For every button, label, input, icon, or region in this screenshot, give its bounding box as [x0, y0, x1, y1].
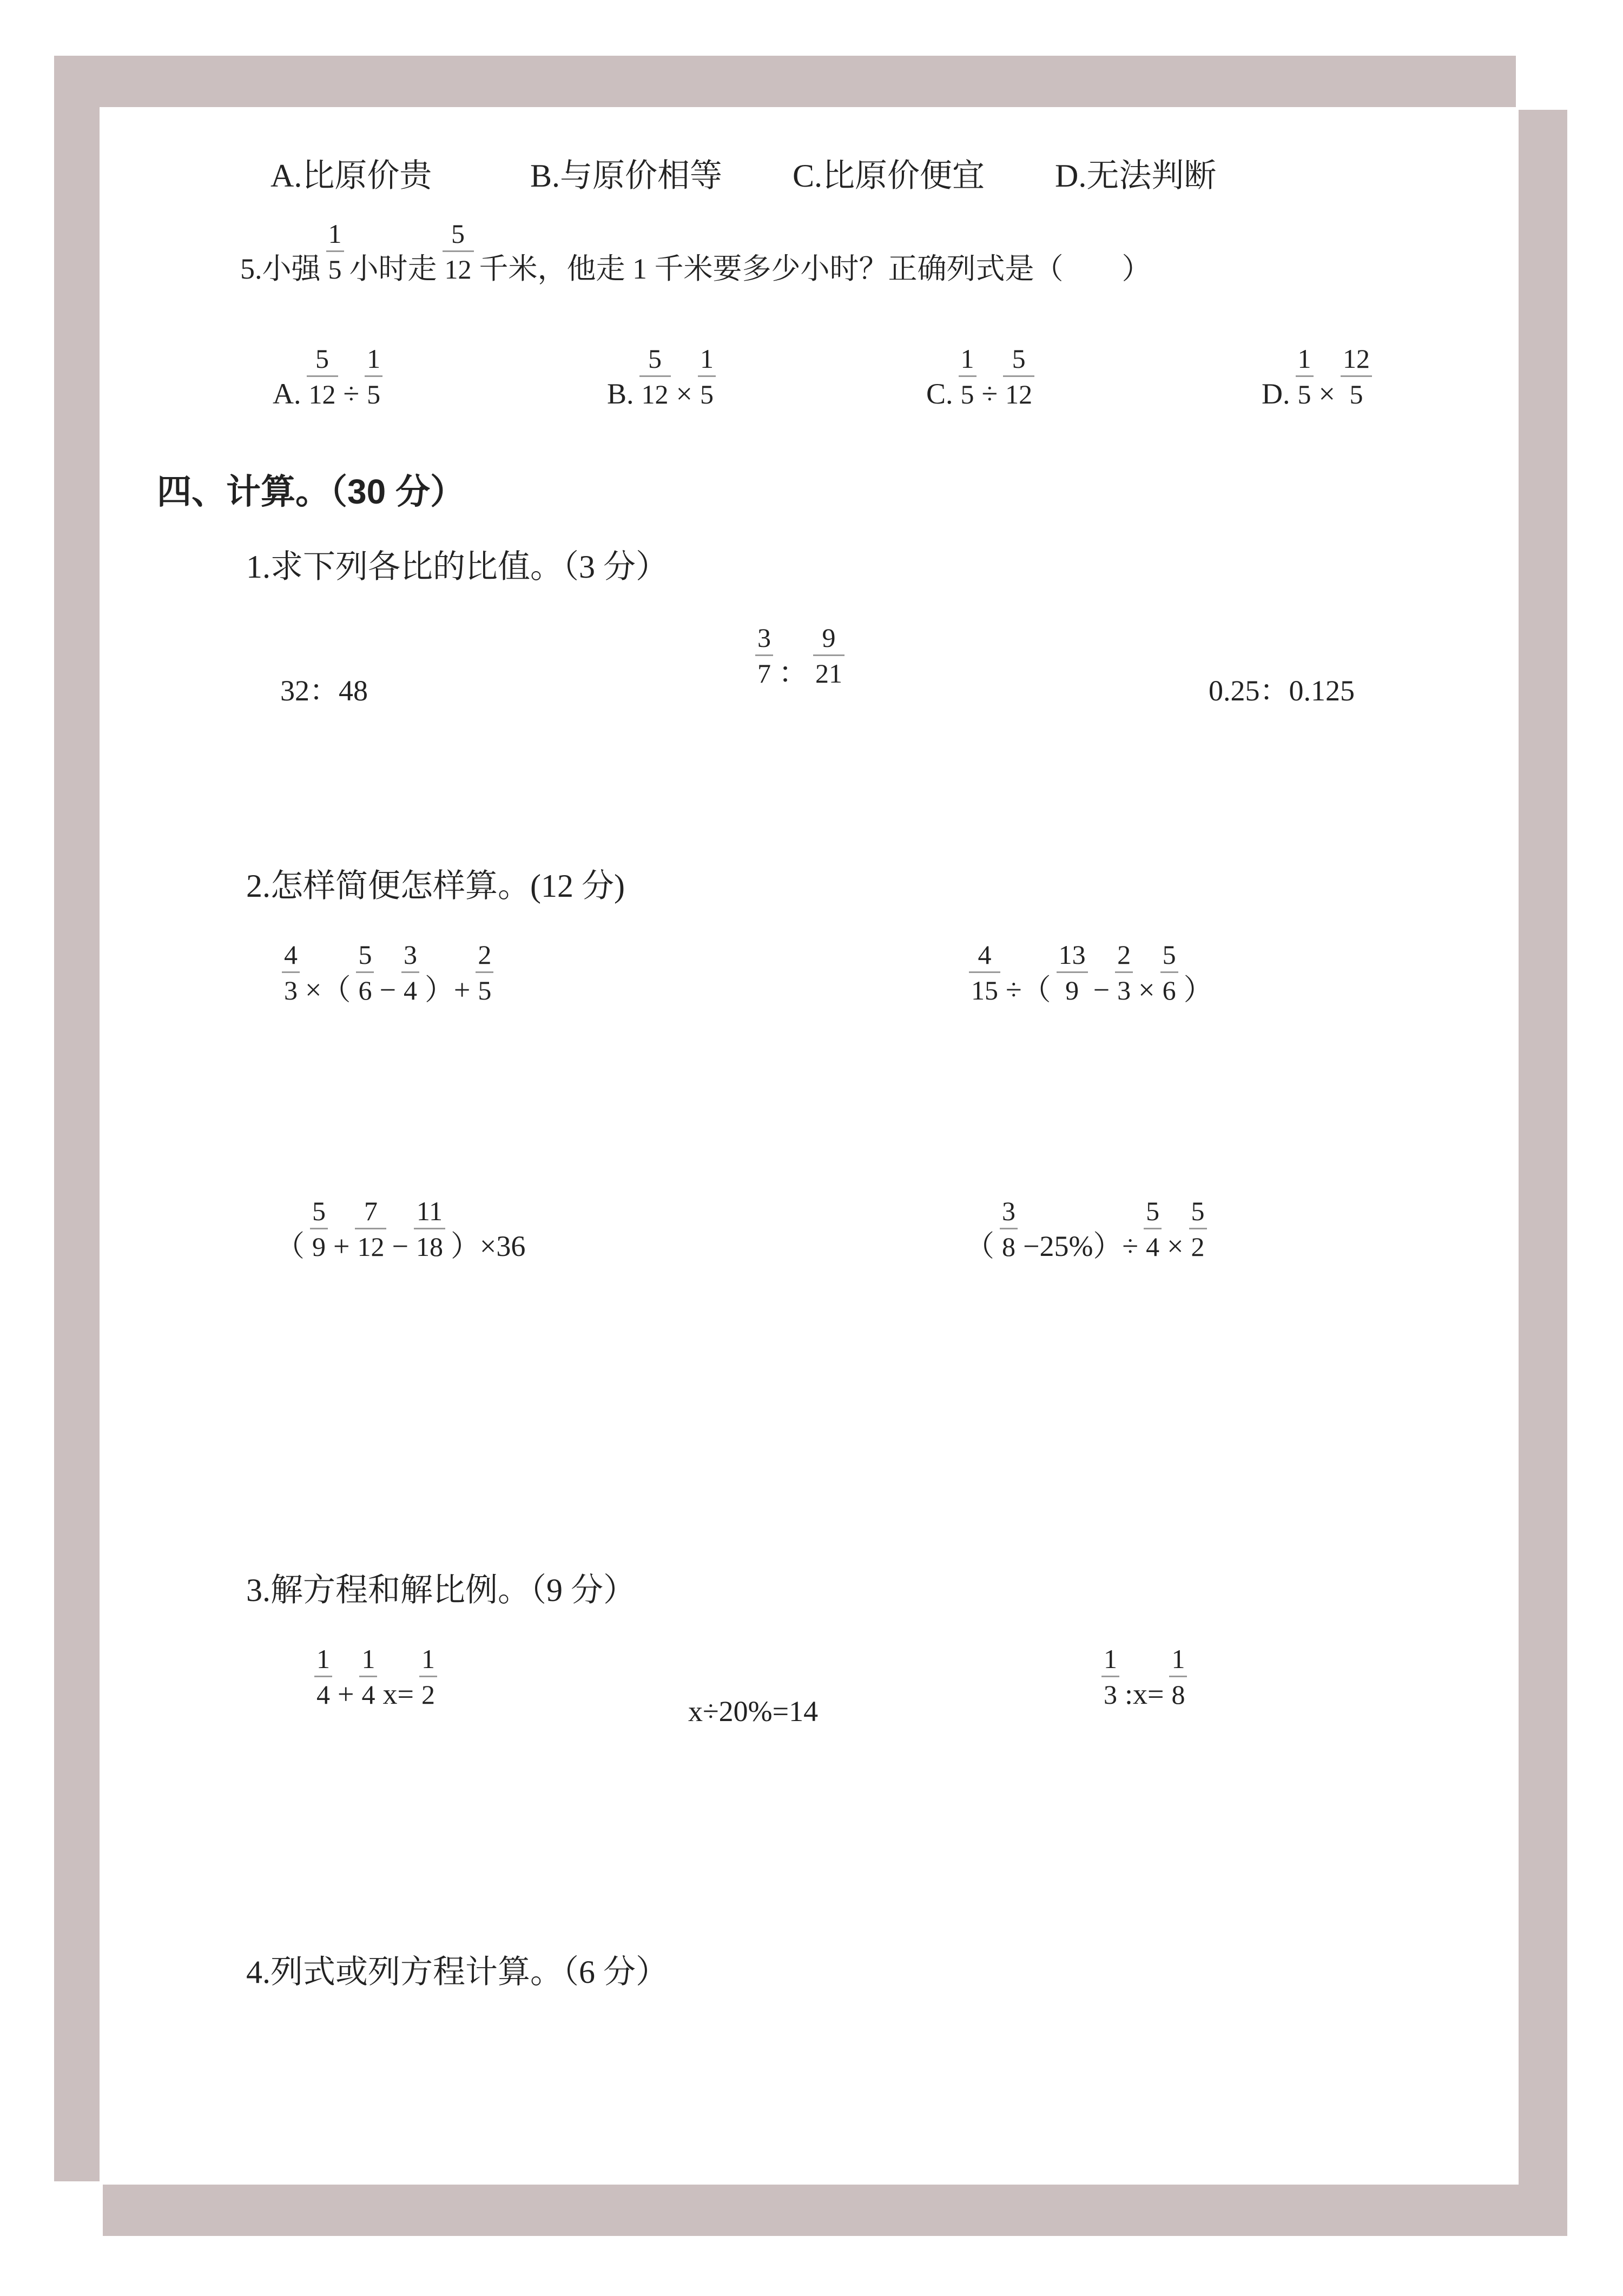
expr-text: ×	[1318, 378, 1335, 410]
fraction	[326, 219, 344, 284]
fraction-bar	[969, 971, 1000, 973]
fraction-numerator: 1	[960, 343, 974, 374]
fraction-bar	[359, 1676, 377, 1677]
fraction-denominator: 12	[357, 1232, 385, 1262]
expr-text: ）	[1183, 974, 1213, 1006]
q4-option-a: A.比原价贵	[270, 158, 432, 194]
expr-text: ×	[1167, 1230, 1184, 1262]
expr-text: −	[392, 1230, 408, 1262]
fraction	[1003, 344, 1034, 409]
fraction-denominator: 3	[1117, 975, 1131, 1005]
q5-option-b	[605, 344, 719, 412]
fraction-bar	[1000, 1228, 1018, 1229]
fraction-numerator: 5	[312, 1196, 326, 1226]
fraction-denominator: 3	[1104, 1679, 1117, 1710]
fraction-numerator: 11	[416, 1196, 443, 1226]
q5-option-c	[924, 344, 1038, 412]
expr-text: +	[338, 1678, 354, 1710]
expr-text: （	[275, 1230, 305, 1262]
fraction-numerator: 5	[1162, 939, 1176, 970]
expr-text: （	[965, 1230, 994, 1262]
fraction	[359, 1644, 377, 1709]
fraction-denominator: 12	[1005, 379, 1033, 409]
fraction-bar	[1341, 375, 1372, 377]
fraction-numerator: 3	[1002, 1196, 1015, 1226]
fraction	[401, 940, 419, 1005]
ratio-item-1	[278, 672, 370, 709]
fraction-bar	[355, 1228, 386, 1229]
expr-text: 小时走	[349, 253, 437, 285]
q5-stem	[238, 219, 1153, 287]
fraction	[755, 623, 773, 688]
fraction-numerator: 1	[328, 219, 342, 249]
fraction	[959, 344, 977, 409]
expr-text: +	[333, 1230, 350, 1262]
fraction-bar	[959, 375, 977, 377]
fraction-numerator: 1	[367, 343, 381, 374]
fraction-numerator: 1	[700, 343, 714, 374]
fraction-numerator: 12	[1342, 343, 1370, 374]
fraction	[1189, 1196, 1207, 1261]
fraction-bar	[698, 375, 716, 377]
fraction-bar	[639, 375, 671, 377]
q4-option-b: B.与原价相等	[530, 158, 723, 194]
fraction-bar	[755, 654, 773, 656]
fraction	[639, 344, 671, 409]
fraction-denominator: 2	[1191, 1232, 1205, 1262]
calc-item-4	[963, 1196, 1210, 1264]
expr-text: ×	[676, 378, 692, 410]
fraction-denominator: 5	[1349, 379, 1363, 409]
expr-text: ）×36	[450, 1230, 526, 1262]
expr-text: C.	[926, 378, 953, 410]
fraction-bar	[401, 971, 419, 973]
fraction	[443, 219, 474, 284]
fraction	[1000, 1196, 1018, 1261]
fraction-numerator: 5	[315, 343, 329, 374]
calc-item-3	[273, 1196, 527, 1264]
fraction	[282, 940, 300, 1005]
fraction	[969, 940, 1000, 1005]
fraction-bar	[1296, 375, 1314, 377]
equation-item-2	[686, 1692, 820, 1729]
fraction	[1101, 1644, 1119, 1709]
fraction-denominator: 9	[1065, 975, 1079, 1005]
fraction-denominator: 12	[444, 254, 472, 284]
calc-item-1	[279, 940, 497, 1008]
fraction	[355, 1196, 386, 1261]
expr-text: ÷（	[1006, 974, 1051, 1006]
fraction-denominator: 5	[960, 379, 974, 409]
fraction	[1341, 344, 1372, 409]
ratio-item-3	[1206, 672, 1357, 709]
fraction-denominator: 6	[1162, 975, 1176, 1005]
expr-text: ×（	[305, 974, 351, 1006]
fraction-denominator: 8	[1002, 1232, 1015, 1262]
fraction-numerator: 1	[421, 1644, 435, 1674]
fraction-denominator: 4	[316, 1679, 330, 1710]
fraction	[310, 1196, 328, 1261]
part4-title: 4.列式或列方程计算。（6 分）	[246, 1954, 668, 1990]
fraction-bar	[282, 971, 300, 973]
part1-title: 1.求下列各比的比值。（3 分）	[246, 549, 668, 585]
fraction-bar	[365, 375, 382, 377]
fraction-bar	[1003, 375, 1034, 377]
fraction-numerator: 3	[757, 623, 771, 653]
fraction-denominator: 5	[700, 379, 714, 409]
fraction-denominator: 7	[757, 658, 771, 689]
fraction-denominator: 5	[328, 254, 342, 284]
fraction-denominator: 5	[1297, 379, 1311, 409]
fraction	[356, 940, 374, 1005]
fraction-numerator: 2	[478, 939, 492, 970]
expr-text: 0.25：0.125	[1209, 674, 1355, 707]
fraction-bar	[414, 1228, 445, 1229]
fraction-bar	[1169, 1676, 1187, 1677]
fraction-denominator: 6	[358, 975, 372, 1005]
fraction-bar	[314, 1676, 332, 1677]
fraction-bar	[307, 375, 338, 377]
fraction-numerator: 5	[358, 939, 372, 970]
expr-text: 5.小强	[240, 253, 321, 285]
fraction-numerator: 2	[1117, 939, 1131, 970]
fraction-bar	[310, 1228, 328, 1229]
fraction-bar	[1144, 1228, 1162, 1229]
fraction-bar	[356, 971, 374, 973]
fraction-numerator: 7	[364, 1196, 378, 1226]
expr-text: −	[379, 974, 396, 1006]
fraction	[419, 1644, 437, 1709]
fraction	[1160, 940, 1178, 1005]
fraction-denominator: 5	[367, 379, 381, 409]
fraction-denominator: 12	[308, 379, 336, 409]
fraction-denominator: 8	[1171, 1679, 1185, 1710]
fraction-numerator: 5	[1146, 1196, 1160, 1226]
expr-text: 32：48	[280, 674, 368, 707]
fraction-denominator: 21	[815, 658, 842, 689]
fraction-bar	[1160, 971, 1178, 973]
fraction	[1296, 344, 1314, 409]
expr-text: :x=	[1125, 1678, 1164, 1710]
ratio-item-2	[752, 623, 848, 691]
fraction-numerator: 1	[361, 1644, 375, 1674]
fraction	[476, 940, 493, 1005]
expr-text: ÷	[343, 378, 360, 410]
fraction-numerator: 4	[978, 939, 992, 970]
fraction-numerator: 9	[822, 623, 836, 653]
fraction-bar	[326, 250, 344, 252]
fraction-bar	[1101, 1676, 1119, 1677]
fraction-numerator: 1	[316, 1644, 330, 1674]
fraction-bar	[1057, 971, 1088, 973]
fraction-denominator: 18	[415, 1232, 443, 1262]
expr-text: −25%）÷	[1023, 1230, 1139, 1262]
expr-text: A.	[273, 378, 301, 410]
fraction	[813, 623, 845, 688]
fraction-numerator: 1	[1171, 1644, 1185, 1674]
fraction-denominator: 4	[403, 975, 417, 1005]
fraction-bar	[443, 250, 474, 252]
fraction-bar	[813, 654, 845, 656]
fraction	[314, 1644, 332, 1709]
fraction-bar	[476, 971, 493, 973]
fraction-denominator: 12	[641, 379, 669, 409]
fraction-numerator: 5	[648, 343, 662, 374]
expr-text: x÷20%=14	[688, 1695, 819, 1728]
q5-option-a	[270, 344, 386, 412]
fraction-denominator: 3	[284, 975, 298, 1005]
fraction	[698, 344, 716, 409]
fraction-numerator: 5	[1191, 1196, 1205, 1226]
fraction	[1115, 940, 1133, 1005]
fraction-denominator: 4	[361, 1679, 375, 1710]
fraction-bar	[1189, 1228, 1207, 1229]
part2-title: 2.怎样简便怎样算。(12 分)	[246, 868, 625, 904]
equation-item-1	[311, 1644, 440, 1712]
fraction	[365, 344, 382, 409]
fraction-numerator: 4	[284, 939, 298, 970]
fraction-denominator: 4	[1146, 1232, 1160, 1262]
expr-text: ）+	[424, 974, 471, 1006]
calc-item-2	[966, 940, 1215, 1008]
fraction-numerator: 5	[451, 219, 465, 249]
fraction	[1057, 940, 1088, 1005]
fraction-denominator: 5	[478, 975, 492, 1005]
part3-title: 3.解方程和解比例。（9 分）	[246, 1572, 636, 1608]
fraction-numerator: 1	[1297, 343, 1311, 374]
fraction-bar	[419, 1676, 437, 1677]
fraction-numerator: 13	[1058, 939, 1086, 970]
worksheet-page	[100, 107, 1519, 2185]
expr-text: ：	[778, 657, 808, 689]
q5-option-d	[1259, 344, 1375, 412]
expr-text: ÷	[981, 378, 998, 410]
fraction	[1169, 1644, 1187, 1709]
expr-text: ×	[1138, 974, 1155, 1006]
fraction	[307, 344, 338, 409]
fraction	[1144, 1196, 1162, 1261]
fraction-numerator: 3	[403, 939, 417, 970]
expr-text: x=	[382, 1678, 414, 1710]
expr-text: −	[1093, 974, 1110, 1006]
expr-text: B.	[607, 378, 634, 410]
fraction-numerator: 5	[1012, 343, 1026, 374]
fraction	[414, 1196, 445, 1261]
fraction-bar	[1115, 971, 1133, 973]
expr-text: D.	[1262, 378, 1290, 410]
fraction-denominator: 15	[971, 975, 998, 1005]
fraction-denominator: 2	[421, 1679, 435, 1710]
fraction-denominator: 9	[312, 1232, 326, 1262]
fraction-numerator: 1	[1104, 1644, 1117, 1674]
equation-item-3	[1098, 1644, 1190, 1712]
q4-option-d: D.无法判断	[1055, 158, 1217, 194]
expr-text: 千米，他走 1 千米要多少小时？正确列式是（ ）	[479, 253, 1151, 285]
q4-option-c: C.比原价便宜	[793, 158, 985, 194]
section-heading: 四、计算。（30 分）	[157, 472, 465, 511]
